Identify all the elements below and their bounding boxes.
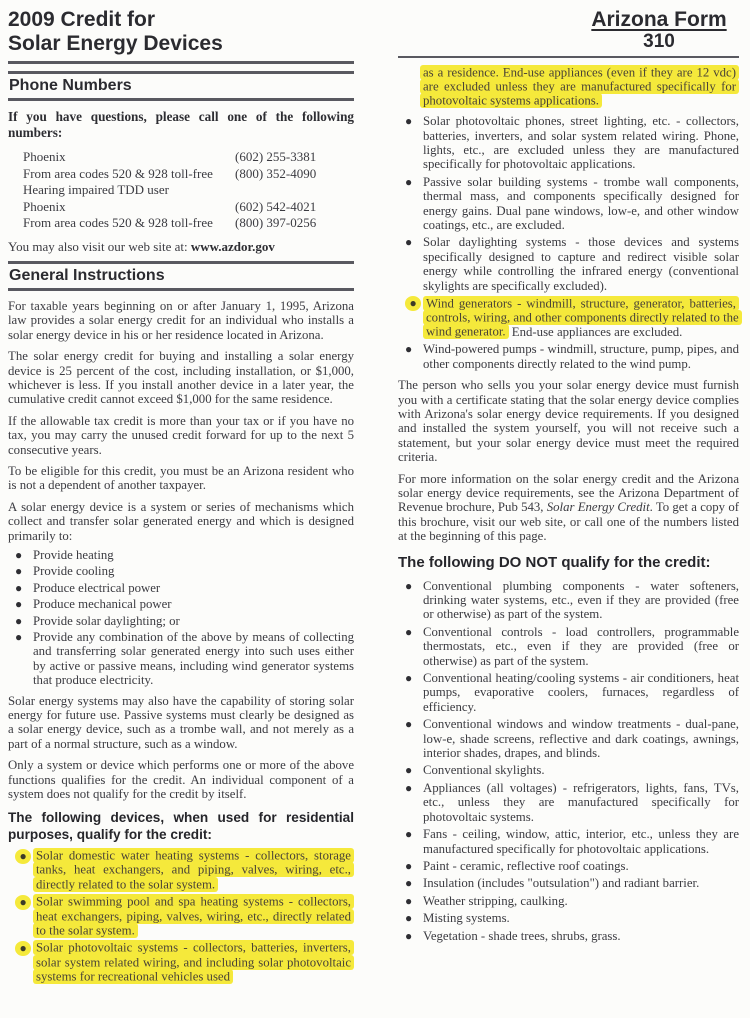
phone-row <box>23 199 354 216</box>
list-item-text: Produce electrical power <box>33 580 161 595</box>
bullet-icon: ● <box>15 630 23 645</box>
qualify-heading: The following devices, when used for residential purposes, qualify for the credit: <box>8 809 354 842</box>
paragraph: Solar energy systems may also have the capability of storing solar energy for future use. Passive systems must clearly be designed as a solar energy device, such as a trombe wall, and not merely as a part of a normal structure, such as a window. <box>8 693 354 751</box>
paragraph: To be eligible for this credit, you must be an Arizona resident who is not a dependent of another taxpayer. <box>8 463 354 493</box>
form-identifier <box>398 8 739 58</box>
bullet-icon: ● <box>405 671 413 686</box>
bullet-icon: ● <box>405 717 413 732</box>
list-item <box>398 175 739 233</box>
list-item-highlighted <box>8 941 354 984</box>
paragraph: Only a system or device which performs one or more of the above functions qualifies for the credit. An individual component of a system does not qualify for the credit by itself. <box>8 758 354 802</box>
info-after: . To get a copy of this brochure, visit our web site, or call one of the numbers listed at the beginning of this page. <box>398 500 739 544</box>
bullet-icon: ● <box>405 827 413 842</box>
list-item-text: Provide any combination of the above by means of collecting and transferring solar generated energy into such uses either by active or passive means, including wind generator systems that produce electricity. <box>33 630 354 688</box>
phone-row <box>23 149 354 166</box>
list-item-text <box>33 849 354 892</box>
right-column <box>398 8 739 946</box>
bullet-icon: ● <box>405 780 413 795</box>
website-prefix: You may also visit our web site at: <box>8 238 191 254</box>
list-item-text: Passive solar building systems - trombe wall components, thermal mass, and components specifically designed for energy gains. Dual pane windows, low-e, and other window coatings, etc., are excluded. <box>423 174 739 233</box>
list-item <box>398 911 739 925</box>
info-before: For more information on the solar energy credit and the Arizona solar energy device requirements, see the Arizona Department of Revenue brochure, Pub 543, <box>398 471 739 515</box>
phone-number: (602) 542-4021 <box>235 198 317 214</box>
phone-row <box>23 182 354 199</box>
list-item <box>398 114 739 172</box>
page-title-line2: Solar Energy Devices <box>8 32 223 55</box>
bullet-icon: ● <box>405 893 413 908</box>
list-item <box>398 671 739 714</box>
list-item <box>398 763 739 777</box>
paragraph: A solar energy device is a system or series of mechanisms which collect and transfer solar generated energy and which is designed primarily to: <box>8 499 354 543</box>
bullet-icon: ● <box>405 578 413 593</box>
highlighted-text: Solar photovoltaic systems - collectors, batteries, inverters, solar system related wiring, and including solar photovoltaic systems for recreational vehicles used <box>33 940 354 984</box>
paragraph: If the allowable tax credit is more than your tax or if you have no tax, you may carry the unused credit forward for up to the next 5 consecutive years. <box>8 413 354 457</box>
phone-number: (800) 397-0256 <box>235 215 317 230</box>
bullet-icon: ● <box>8 941 33 984</box>
phone-number <box>235 182 354 199</box>
bullet-icon: ● <box>405 174 413 189</box>
bullet-icon: ● <box>15 564 23 579</box>
paragraph: The solar energy credit for buying and installing a solar energy device is 25 percent of the cost, including installation, or $1,000, whichever is less. If you install another device in a later year, the cumulative credit cannot exceed $1,000 for the same residence. <box>8 349 354 407</box>
list-item-text: Misting systems. <box>423 911 510 926</box>
list-item-text: Weather stripping, caulking. <box>423 893 568 908</box>
bullet-icon: ● <box>8 895 33 938</box>
list-item <box>398 579 739 622</box>
list-item-text: Solar photovoltaic phones, street lighting, etc. - collectors, batteries, inverters, and solar system related wiring. Phone, lights, etc., are excluded unless they are manufactured specifically for photovoltaic applications. <box>423 114 739 172</box>
list-item <box>398 827 739 856</box>
list-item-text: Conventional windows and window treatments - dual-pane, low-e, shade screens, reflective and dark coatings, awnings, interior shades, drapes, and blinds. <box>423 717 739 761</box>
list-item <box>8 564 354 578</box>
list-item-text: Conventional plumbing components - water softeners, drinking water systems, etc., even if they are provided (free or otherwise) as part of the system. <box>423 578 739 622</box>
list-item-text: Conventional heating/cooling systems - air conditioners, heat pumps, evaporative coolers, furnaces, regardless of efficiency. <box>423 671 739 714</box>
phone-number: (602) 255-3381 <box>235 149 317 164</box>
list-item-text: Appliances (all voltages) - refrigerators, lights, fans, TVs, etc., unless they are manufactured specifically for photovoltaic systems. <box>423 780 739 824</box>
list-item-text <box>33 941 354 984</box>
phone-row <box>23 166 354 183</box>
phone-row <box>23 215 354 232</box>
paragraph: The person who sells you your solar energy device must furnish you with a certificate stating that the solar energy device complies with Arizona's solar energy device requirements. If you designed and installed the system yourself, you will not receive such a statement, but your solar energy device must meet the required criteria. <box>398 378 739 465</box>
highlighted-text: as a residence. End-use appliances (even if they are 12 vdc) are excluded unless they are manufactured specifically for photovoltaic systems applications. <box>420 65 739 109</box>
bullet-icon: ● <box>405 928 413 943</box>
list-item-text: Provide heating <box>33 548 114 562</box>
phone-label: From area codes 520 & 928 toll-free <box>23 165 213 181</box>
highlighted-text: Wind generators - windmill, structure, generator, batteries, controls, wiring, and other components directly related to the wind generator. <box>423 296 742 340</box>
bullet-icon: ● <box>405 624 413 639</box>
list-item-text: Paint - ceramic, reflective roof coatings. <box>423 858 629 873</box>
list-item <box>8 548 354 562</box>
list-item-text: Provide cooling <box>33 564 115 579</box>
bullet-icon: ● <box>15 613 23 628</box>
list-item <box>398 235 739 293</box>
bullet-icon: ● <box>405 763 413 778</box>
list-item-text: Insulation (includes "outsulation") and radiant barrier. <box>423 876 700 891</box>
highlighted-continuation <box>420 65 739 108</box>
bullet-icon: ● <box>405 876 413 891</box>
bullet-icon: ● <box>8 849 33 892</box>
phone-list <box>23 149 354 232</box>
list-item <box>8 581 354 595</box>
bullet-icon: ● <box>405 342 413 357</box>
list-item <box>8 597 354 611</box>
bullet-icon: ● <box>15 597 23 612</box>
list-item <box>398 894 739 908</box>
section-heading-phone-numbers: Phone Numbers <box>8 71 354 101</box>
list-item-text: Vegetation - shade trees, shrubs, grass. <box>423 928 621 943</box>
list-item <box>8 630 354 688</box>
list-item <box>8 614 354 628</box>
list-item-text: Provide solar daylighting; or <box>33 613 180 628</box>
bullet-icon: ● <box>398 296 423 339</box>
list-item <box>398 625 739 668</box>
page-title <box>8 8 354 64</box>
list-item <box>398 876 739 890</box>
list-item <box>398 781 739 824</box>
page-title-line1: 2009 Credit for <box>8 8 156 31</box>
list-item-text: Conventional skylights. <box>423 763 545 778</box>
paragraph: For taxable years beginning on or after January 1, 1995, Arizona law provides a solar energy credit for an individual who installs a solar energy device in his or her residence located in Arizona. <box>8 298 354 342</box>
list-item <box>398 859 739 873</box>
website-url: www.azdor.gov <box>190 238 275 254</box>
highlighted-text: Solar swimming pool and spa heating systems - collectors, heat exchangers, piping, valves, wiring, etc., directly related to the solar system. <box>33 894 354 938</box>
phone-label: Phoenix <box>23 198 66 214</box>
form-name: Arizona Form <box>591 8 727 31</box>
bullet-icon: ● <box>405 114 413 129</box>
website-line <box>8 240 354 254</box>
normal-text: End-use appliances are excluded. <box>508 324 683 339</box>
list-item <box>398 342 739 371</box>
list-item-text <box>33 895 354 938</box>
phone-label: Hearing impaired TDD user <box>23 182 169 197</box>
list-item-highlighted <box>398 296 739 339</box>
list-item-text: Solar daylighting systems - those devices and systems specifically designed to capture and redirect visible solar energy while controlling the infrared energy (conventional skylights are specifically excluded). <box>423 235 739 293</box>
phone-label: From area codes 520 & 928 toll-free <box>23 215 213 230</box>
form-number: 310 <box>643 31 675 52</box>
bullet-icon: ● <box>405 858 413 873</box>
list-item-text: Wind-powered pumps - windmill, structure, pump, pipes, and other components directly related to the wind pump. <box>423 342 739 371</box>
list-item-text <box>423 296 739 339</box>
dnq-heading: The following DO NOT qualify for the credit: <box>398 553 711 571</box>
phone-label: Phoenix <box>23 149 66 164</box>
list-item-text: Produce mechanical power <box>33 597 172 612</box>
list-item <box>398 717 739 760</box>
bullet-icon: ● <box>15 580 23 595</box>
list-item-text: Fans - ceiling, window, attic, interior, etc., unless they are manufactured specifically for photovoltaic applications. <box>423 827 739 856</box>
list-item <box>398 929 739 943</box>
left-column <box>8 8 354 987</box>
bullet-icon: ● <box>15 548 23 562</box>
highlighted-text: Solar domestic water heating systems - collectors, storage tanks, heat exchangers, and piping, valves, wiring, etc., directly related to the solar system. <box>33 848 354 892</box>
form-box <box>579 8 739 52</box>
phone-number: (800) 352-4090 <box>235 165 317 181</box>
section-heading-general-instructions: General Instructions <box>8 261 354 291</box>
list-item-highlighted <box>8 895 354 938</box>
bullet-icon: ● <box>405 911 413 926</box>
bullet-icon: ● <box>405 235 413 250</box>
paragraph <box>398 472 739 544</box>
list-item-highlighted <box>8 849 354 892</box>
info-italic: Solar Energy Credit <box>546 500 650 515</box>
list-item-text: Conventional controls - load controllers, programmable thermostats, etc., even if they are provided (free or otherwise) as part of the system. <box>423 624 739 668</box>
phone-intro: If you have questions, please call one of the following numbers: <box>8 109 354 140</box>
